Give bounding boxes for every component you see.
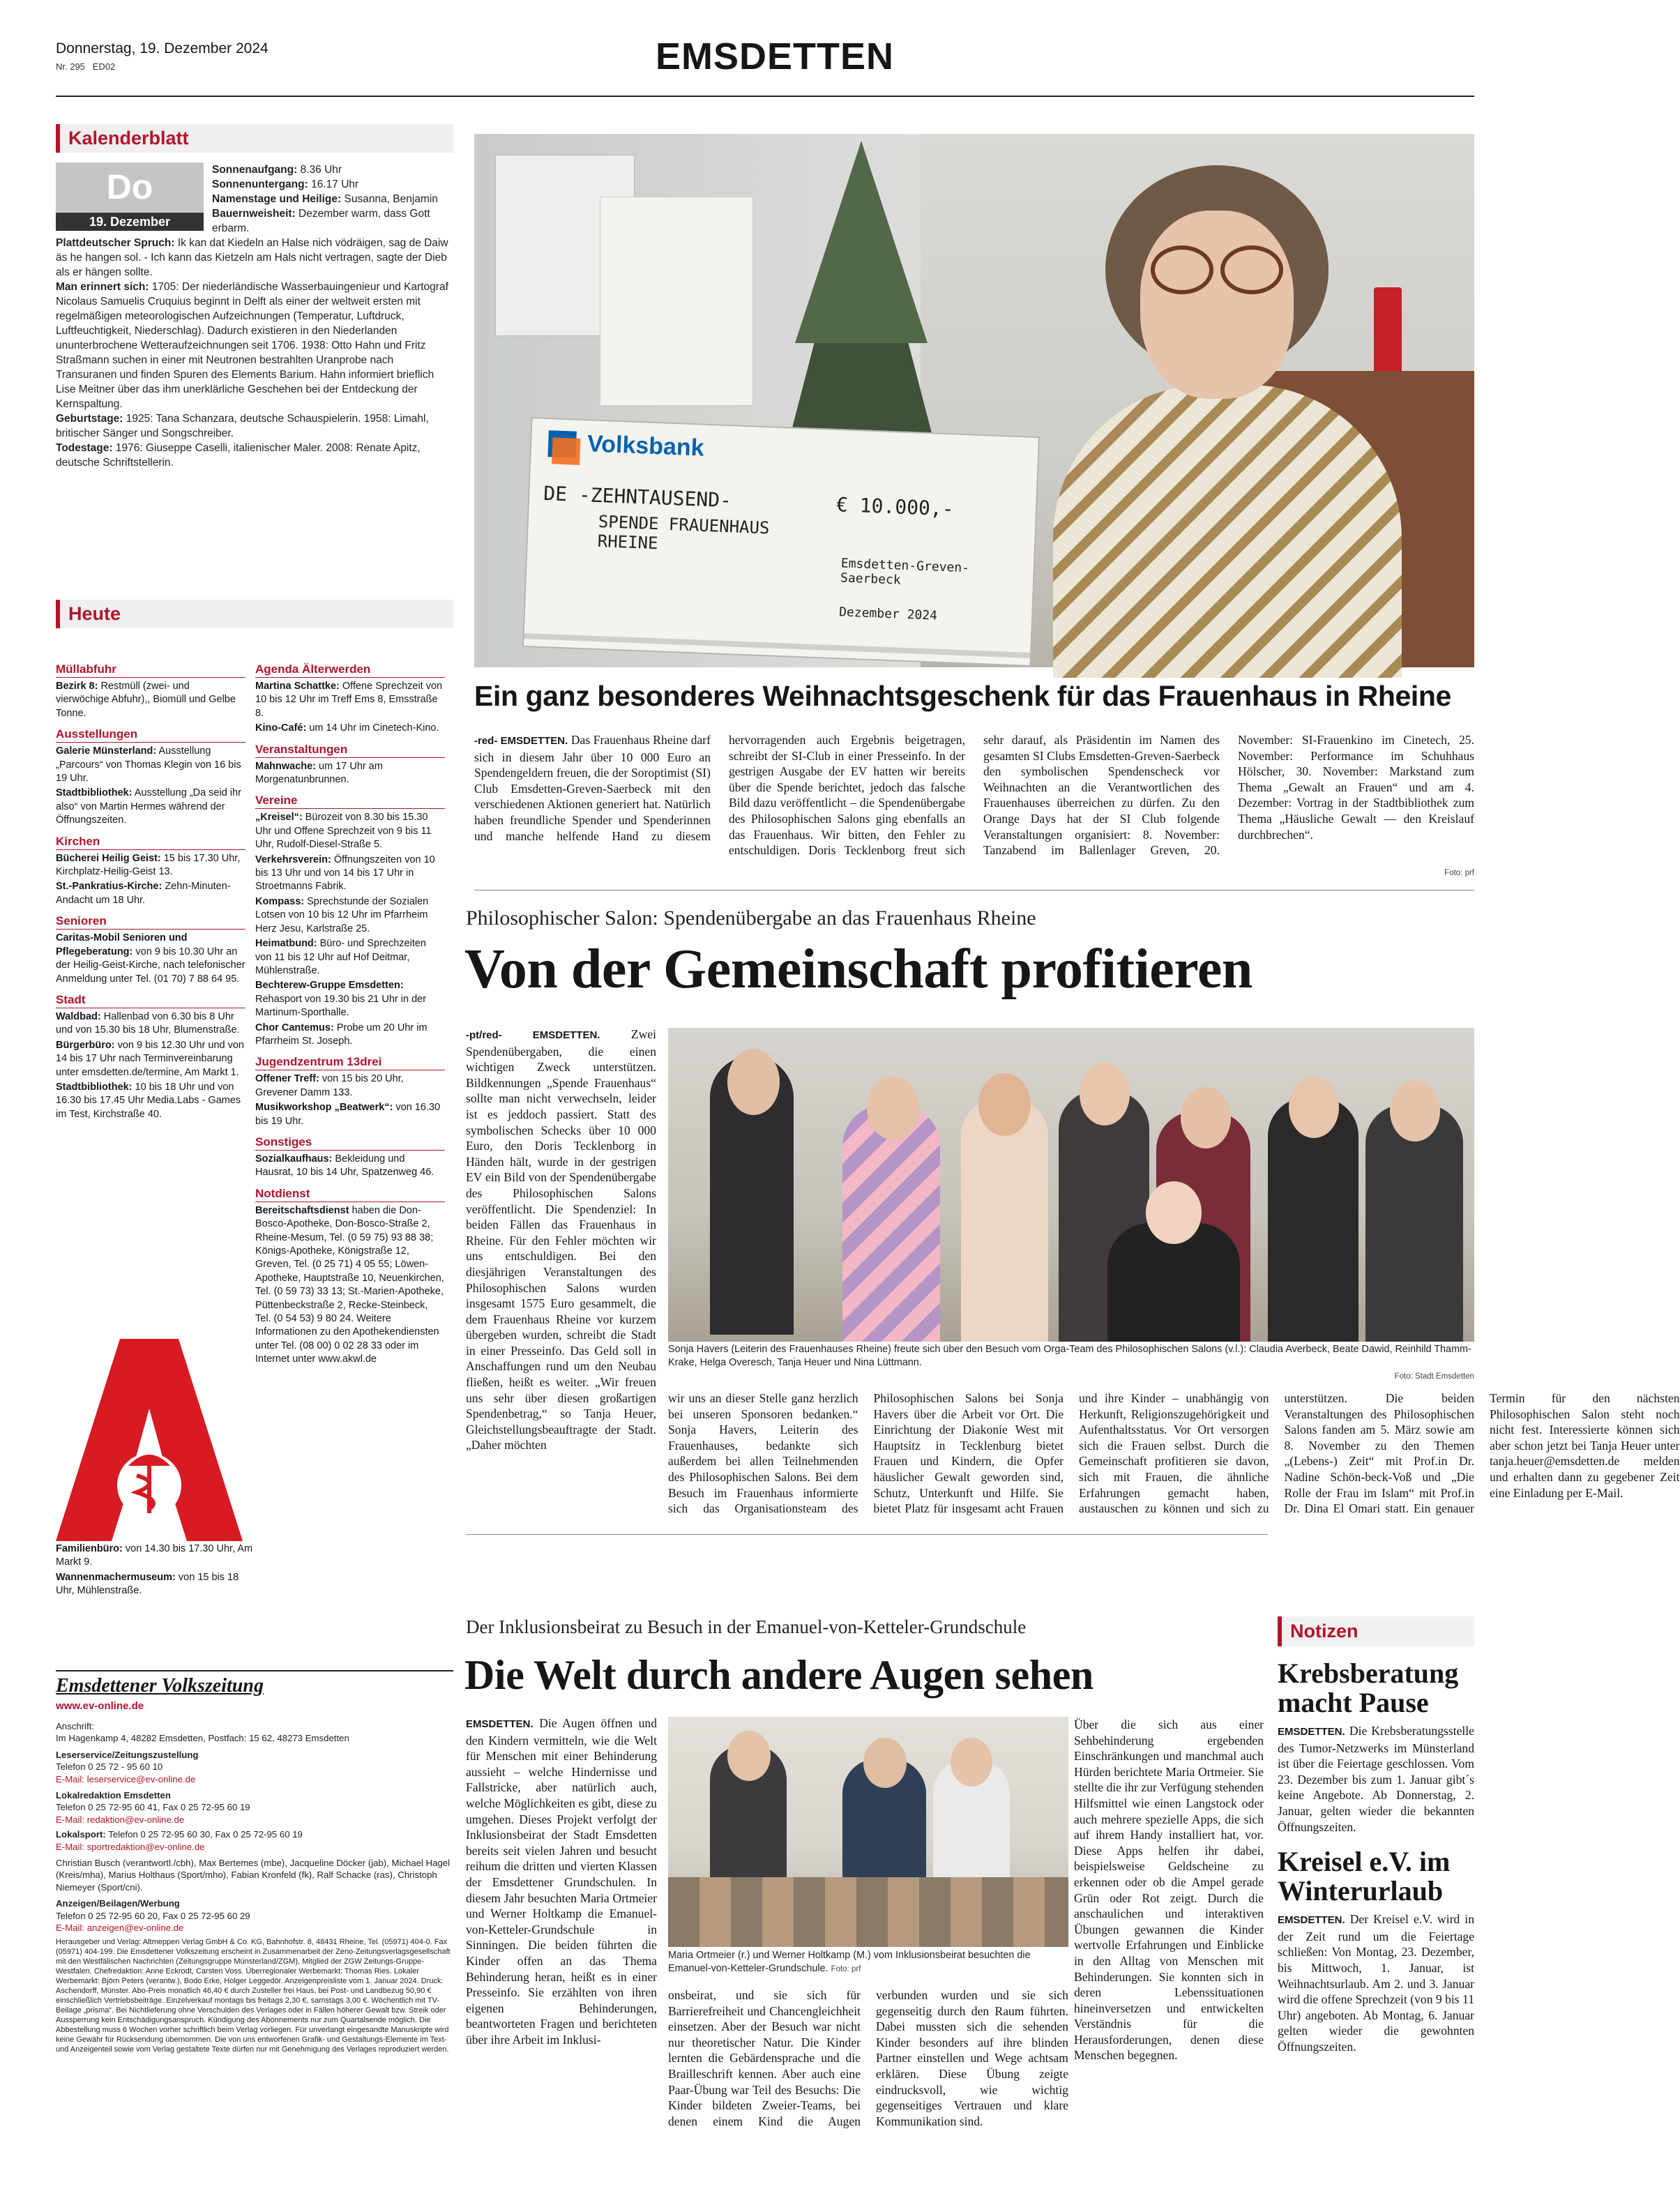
photo-philosophischer-salon: [668, 1028, 1474, 1342]
day-box: [56, 162, 204, 231]
heute-left-item: Caritas-Mobil Senioren und Pflegeberatung: von 9 bis 10.30 Uhr an der Heilig-Geist-Kirche, nach telefonischer Anmeldung unter Tel. (01 70) 7 88 64 95.: [56, 932, 245, 985]
impressum-rule: [56, 1670, 453, 1671]
masthead-issue: Nr. 295 ED02: [56, 61, 116, 72]
heute-right-item: „Kreisel“: Bürozeit von 8.30 bis 15.30 Uhr und Offene Sprechzeit von 9 bis 11 Uhr, Rudolf-Diesel-Straße 5.: [255, 812, 432, 851]
article3-caption: Maria Ortmeier (r.) und Werner Holtkamp (M.) vom Inklusionsbeirat besuchten die Emanuel-von-Ketteler-Grundschule. Foto: prf: [668, 1950, 1031, 1974]
article1-body: -red- EMSDETTEN. Das Frauenhaus Rheine darf sich in diesem Jahr über 10 000 Euro an Spendengeldern freuen, die der Soroptimist (SI) Club Emsdetten-Greven-Saerbeck mit den verschiedenen Aktionen generiert hat. Natürlich haben freundliche Spender und Spenderinnen und manche helfende Hand zu diesem hervorragenden auch Ergebnis beigetragen, schreibt der SI-Club in einer Presseinfo. In der gestrigen Ausgabe der EV hatten wir bereits über die Spende berichtet, jedoch das falsche Bild dazu veröffentlicht – die Spendenübergabe des Philosophischen Salons ging ebenfalls an das Frauenhaus. Wir bitten, den Fehler zu entschuldigen. Doris Tecklenborg freut sich sehr darauf, als Präsidentin im Namen des gesamten SI Clubs Emsdetten-Greven-Saerbeck den symbolischen Spendenscheck vor Weihnachten an die Verantwortlichen des Frauenhauses überreichen zu dürfen. Zu den Orange Days hat der SI Club folgende Veranstaltungen organisiert: 8. November: Tanzabend im Ballenlager Greven, 20. November: SI-Frauenkino im Cinetech, 25. November: Performance im Schuhhaus Hölscher, 30. November: Markstand zum Thema „Gewalt an Frauen“ und am 4. Dezember: Vortrag in der Stadtbibliothek zum Thema „Häusliche Gewalt — den Kreislauf durchbrechen“.: [474, 733, 1474, 858]
heute-box: [56, 600, 453, 628]
kalenderblatt: [56, 124, 453, 470]
heute-right-section-4: Sonstiges: [255, 1135, 445, 1151]
article3-lead: EMSDETTEN. Die Augen öffnen und den Kindern vermitteln, wie die Welt für Menschen mit einer Behinderung aussieht – welche Hindernisse und Fallstricke, aber natürlich auch, welche Möglichkeiten es gibt, diese zu umgehen. Dieses Projekt verfolgt der Inklusionsbeirat der Stadt Emsdetten bereits seit vielen Jahren und besucht reihum die dritten und vierten Klassen der Emsdettener Grundschulen. In diesem Jahr besuchten Maria Ortmeier und Werner Holtkamp die Emanuel-von-Ketteler-Grundschule in Sinningen. Die beiden führten die Kinder offen an das Thema Behinderung heran, heißt es in einer Presseinfo. Sie erzählten von ihren eigenen Behinderungen, beantworteten Fragen und berichteten über ihre Arbeit im Inklusi-: [466, 1716, 657, 2047]
heute-left-section-1: Ausstellungen: [56, 727, 245, 743]
notiz1-text: EMSDETTEN. Die Krebsberatungsstelle des Tumor-Netzwerks im Münsterland ist über die Feiertage geschlossen. Vom 23. Dezember bis zum 1. Januar gibt´s keine Angebote. Ab Donnerstag, 2. Januar, gelten wieder die bekannten Öffnungszeiten.: [1278, 1724, 1474, 1834]
heute-right-item: Kino-Café: um 14 Uhr im Cinetech-Kino.: [255, 722, 439, 734]
heute-right-item: Bechterew-Gruppe Emsdetten: Rehasport von 19.30 bis 21 Uhr in der Martinum-Sporthalle.: [255, 980, 427, 1019]
heute-right-section-3: Jugendzentrum 13drei: [255, 1055, 445, 1070]
heute-right-item: Chor Cantemus: Probe um 20 Uhr im Pfarrheim St. Joseph.: [255, 1022, 427, 1047]
article2-rule: [466, 1534, 1268, 1535]
kalender-text: Sonnenaufgang: 8.36 Uhr Sonnenuntergang: 16.17 Uhr Namenstage und Heilige: Susanna, Benjamin Bauernweisheit: Dezember warm, dass Gott erbarm. Plattdeutscher Spruch: Ik kan dat Kiedeln an Halse nich vödräigen, sag de Daiw äs he hangen sol. - Ich kann das Kietzeln am Hals nicht vertragen, sagte der Dieb als er hängen sollte. Man erinnert sich: 1705: Der niederländische Wasserbauingenieur und Kartograf Nicolaus Samuelis Cruquius beginnt in Delft als einer der weltweit ersten mit regelmäßigen meteorologischen Aufzeichnungen (Temperatur, Luftdruck, Luftfeuchtigkeit, Niederschlag). Dadurch existieren in den Niederlanden ununterbrochene Wetteraufzeichnungen seit 1706. 1938: Otto Hahn und Fritz Straßmann suchen in einer mit Neutronen bestrahlten Uranprobe nach Transuranen und finden Spuren des Elements Barium. Hahn informiert brieflich Lise Meitner über das ihm unerklärliche Geschehen bei der Entdeckung der Kernspaltung. Geburtstage: 1925: Tana Schanzara, deutsche Schauspielerin. 1958: Limahl, britischer Sänger und Songschreiber. Todestage: 1976: Giuseppe Caselli, italienischer Maler. 2008: Renate Apitz, deutsche Schriftstellerin.: [56, 164, 448, 469]
notiz2-text: EMSDETTEN. Der Kreisel e.V. wird in der Zeit rund um die Feiertage schließen: Von Montag, 23. Dezember, bis Mittwoch, 1. Januar, ist Weihnachtsurlaub. Am 2. und 3. Januar wird die offene Sprechzeit (von 9 bis 11 Uhr) angeboten. Ab Montag, 6. Januar gelten wieder die gewohnten Öffnungszeiten.: [1278, 1912, 1474, 2054]
heute-left-after: [56, 1542, 258, 1600]
heute-right-section-5: Notdienst: [255, 1187, 445, 1202]
heute-left-item: Stadtbibliothek: 10 bis 18 Uhr und von 16.30 bis 17.45 Uhr Media.Labs - Games im Test, Kirchstraße 40.: [56, 1081, 241, 1120]
notizen-box: [1278, 1616, 1474, 2055]
heute-left-section-4: Stadt: [56, 993, 245, 1008]
article3-body-b: Über die sich aus einer Sehbehinderung ergebenden Einschränkungen und manchmal auch Hürden berichtete Maria Ortmeier. Sie stellte die ihr zur Verfügung stehenden Hilfsmittel wie einen Langstock oder auch mehrere spezielle Apps, die sich auf ihrem Handy installiert hat, vor. Diese Apps helfen ihr dabei, beispielsweise Geldscheine zu erkennen oder ob die Ampel gerade Grün oder Rot zeigt. Durch die anschaulichen und interaktiven Übungen gewannen die Kinder wertvolle Erfahrungen und Einblicke in den Alltag von Menschen mit Behinderungen. Sie konnten sich in deren Lebenssituationen hineinversetzen und entwickelten Verständnis für die Herausforderungen, denen diese Menschen begegnen.: [1074, 1718, 1264, 2063]
heute-left-item: Galerie Münsterland: Ausstellung „Parcours“ von Thomas Klegin von 16 bis 19 Uhr.: [56, 745, 241, 784]
heute-left-section-3: Senioren: [56, 914, 245, 930]
heute-left-item: Bürgerbüro: von 9 bis 12.30 Uhr und von 14 bis 17 Uhr nach Terminvereinbarung unter emsdetten.de/termine, Am Markt 1.: [56, 1039, 244, 1078]
heute-right-item: Kompass: Sprechstunde der Sozialen Lotsen von 10 bis 12 Uhr im Pfarrheim Herz Jesu, Karlstraße 25.: [255, 895, 429, 934]
heute-left-section-2: Kirchen: [56, 835, 245, 850]
paper-logo: Emsdettener Volkszeitung: [56, 1675, 264, 1697]
heute-right-column: [255, 655, 445, 1368]
article1-credit: Foto: prf: [1444, 869, 1474, 877]
heute-title: Heute: [56, 600, 453, 628]
heute-right-item: Martina Schattke: Offene Sprechzeit von 10 bis 12 Uhr im Treff Ems 8, Emsstraße 8.: [255, 681, 443, 719]
heute-left-item: St.-Pankratius-Kirche: Zehn-Minuten-Andacht um 18 Uhr.: [56, 881, 231, 906]
paper-url: www.ev-online.de: [56, 1700, 144, 1712]
heute-left-item: Bücherei Heilig Geist: 15 bis 17.30 Uhr, Kirchplatz-Heilig-Geist 13.: [56, 852, 241, 878]
day-abbr: Do: [106, 167, 153, 206]
impressum: Emsdettener Volkszeitung www.ev-online.de Anschrift: Im Hagenkamp 4, 48282 Emsdetten, Postfach: 15 62, 48273 Emsdetten Leserservice/Zeitungszustellung Telefon 0 25 72 - 95 60 10 E-Mail: leserservice@ev-online.de Lokalredaktion Emsdetten Telefon 0 25 72-95 60 41, Fax 0 25 72-95 60 19 E-Mail: redaktion@ev-online.de Lokalsport: Telefon 0 25 72-95 60 30, Fax 0 25 72-95 60 19 E-Mail: sportredaktion@ev-online.de Christian Busch (verantwortl./cbh), Max Bertemes (mbe), Jacqueline Döcker (jab), Michael Hagel (Kreis/mha), Marius Holthaus (Sport/mho), Fabian Kronfeld (fk), Ralf Schacke (ras), Christoph Niemeyer (Sport/cni). Anzeigen/Beilagen/Werbung Telefon 0 25 72-95 60 20, Fax 0 25 72-95 60 29 E-Mail: anzeigen@ev-online.de Herausgeber und Verlag: Altmeppen Verlag GmbH & Co. KG, Bahnhofstr. 8, 48431 Rheine, Tel. (05971) 404-0. Fax (05971) 404-199. Die Emsdettener Volkszeitung erscheint in Zusammenarbeit der Zeno-Zeitungsverlagsgesellschaft mit den Westfälischen Nachrichten (Zeitungsgruppe Münsterland/ZGM), Mitglied der ZGW Zeitungs-Gruppe-Westfalen. Chefredaktion: Anne Eckrodt, Carsten Voss. Überregionaler Werbemarkt: Thomas Ries. Lokaler Werbemarkt: Björn Peters (verantw.), Bodo Erke, Holger Leggedör. Anzeigenpreisliste vom 1. Januar 2024. Druck: Aschendorff, Münster. Abo-Preis monatlich 46,40 € durch Zusteller frei Haus, bei Post- und Landbezug 50,90 € einschließlich Vertriebsbeiträge. Einzelverkauf montags bis freitags 2,30 €, samstags 3,00 €. Wöchentlich mit TV-Beilage „prisma“. Bei Nichtlieferung ohne Verschulden des Verlages oder in Fällen höherer Gewalt bzw. Streik oder Aussperrung kein Entschädigungsanspruch. Kündigung des Abonnements nur zum Quartalsende möglich. Die Abbestellung muss 6 Wochen vorher schriftlich beim Verlag vorliegen. Für unverlangt eingesandte Manuskripte wird keine Gewähr für Rücksendung übernommen. Die von uns entworfenen Grafik- und Gestaltungs-Elemente im Text- und Anzeigenteil sowie vom Verlag gestaltete Texte dürfen nur mit Genehmigung des Verlages reproduziert werden.: [56, 1675, 453, 2054]
heute-left-column: [56, 655, 245, 1123]
photo-volksbank-check: [474, 134, 1474, 667]
article1-headline: Ein ganz besonderes Weihnachtsgeschenk für das Frauenhaus in Rheine: [474, 680, 1451, 712]
notizen-title: Notizen: [1278, 1616, 1474, 1646]
heute-left-section-0: Müllabfuhr: [56, 662, 245, 678]
photo-inklusionsbeirat: [668, 1717, 1068, 1947]
article2-credit: Foto: Stadt Emsdetten: [1394, 1372, 1474, 1381]
article3-headline: Die Welt durch andere Augen sehen: [464, 1652, 1093, 1698]
masthead-date: Donnerstag, 19. Dezember 2024: [56, 40, 268, 56]
volksbank-check: Volksbank DE -ZEHNTAUSEND- SPENDE FRAUENHAUS RHEINE € 10.000,- Emsdetten-Greven-Saerbeck Dezember 2024: [522, 417, 1040, 667]
article2-lead: -pt/red- EMSDETTEN. Zwei Spendenübergaben, die einen wichtigen Zweck unterstützen. Bildkennungen „Spende Frauenhaus“ sollte man nicht verwechseln, leider ist es jeddoch passiert. Statt des symbolischen Schecks über 10 000 Euro, den Doris Tecklenborg in Händen hält, wurde in der gestrigen EV ein Bild von der Spendenübergabe des Philosophischen Salons veröffentlicht. Die Spendenziel: In beiden Fällen das Frauenhaus in Rheine. Für den Fehler möchten wir uns entschuldigen. Bei den diesjährigen Veranstaltungen des Philosophischen Salons wurden insgesamt 1575 Euro gesammelt, die dem Frauenhaus Rheine vor kurzem übergeben wurden, schreibt die Stadt in einer Presseinfo. Das Geld soll in Anschaffungen rund um den Neubau fließen, heißt es weiter. „Wir freuen uns sehr über diesen großartigen Spendenbetrag,“ so Tanja Heuer, Gleichstellungsbeauftragte der Stadt. „Daher möchten: [466, 1027, 656, 1453]
heute-right-section-2: Vereine: [255, 794, 445, 809]
heute-right-item: Verkehrsverein: Öffnungszeiten von 10 bis 13 Uhr und von 14 bis 17 Uhr in Stroetmanns Fabrik.: [255, 854, 435, 893]
heute-left-item: Waldbad: Hallenbad von 6.30 bis 8 Uhr und von 15.30 bis 18 Uhr, Blumenstraße.: [56, 1010, 240, 1036]
page-title: EMSDETTEN: [656, 36, 895, 77]
notiz2-headline: Kreisel e.V. im Winterurlaub: [1278, 1846, 1451, 1907]
heute-right-item: Bereitschaftsdienst haben die Don-Bosco-Apotheke, Don-Bosco-Straße 2, Rheine-Mesum, Tel. (0 59 75) 93 88 38; Königs-Apotheke, Königstraße 12, Greven, Tel. (0 25 71) 4 05 55; Löwen-Apotheke, Hauptstraße 10, Neuenkirchen, Tel. (0 59 73) 33 13; St.-Marien-Apotheke, Püttenbeckstraße 2, Recke-Steinbeck, Tel. (0 54 53) 9 80 24. Weitere Informationen zu den Apothekendiensten unter Tel. (08 00) 0 02 28 33 oder im Internet unter www.akwl.de: [255, 1204, 444, 1365]
heute-left-item: Bezirk 8: Restmüll (zwei- und vierwöchige Abfuhr),, Biomüll und Gelbe Tonne.: [56, 681, 236, 719]
article2-caption: Sonja Havers (Leiterin des Frauenhauses Rheine) freute sich über den Besuch vom Orga-Team des Philosophischen Salons (v.l.): Claudia Averbeck, Beate Dawid, Reinhild Thamm-Krake, Helga Overesch, Tanja Heuer und Nina Lüttmann.: [668, 1344, 1471, 1368]
heute-right-item: Sozialkaufhaus: Bekleidung und Hausrat, 10 bis 14 Uhr, Spatzenweg 46.: [255, 1153, 434, 1178]
heute-left-item: Stadtbibliothek: Ausstellung „Da seid ihr also“ von Martin Hermes während der Öffnungszeiten.: [56, 787, 241, 826]
article2-kicker: Philosophischer Salon: Spendenübergabe an das Frauenhaus Rheine: [466, 907, 1036, 930]
kalenderblatt-title: Kalenderblatt: [56, 124, 453, 153]
heute-left-item: Wannenmachermuseum: von 15 bis 18 Uhr, Mühlenstraße.: [56, 1571, 239, 1597]
article2-body: wir uns an dieser Stelle ganz herzlich bei unseren Sponsoren bedanken.“ Sonja Havers, Leiterin des Frauenhauses, bedankte sich außerdem bei allen Teilnehmenden des Philosophischen Salons. Bei dem Besuch im Frauenhaus informierte sich das Organisationsteam des Philosophischen Salons bei Sonja Havers über die Arbeit vor Ort. Die Einrichtung der Diakonie West mit Hauptsitz in Tecklenburg bietet Frauen und Kindern, die Opfer häuslicher Gewalt geworden sind, Schutz, Unterkunft und Hilfe. Sie bietet Platz für insgesamt acht Frauen und ihre Kinder – unabhängig von Herkunft, Religionszugehörigkeit und Aufenthaltsstatus. Vor Ort versorgen sich die Frauen selbst. Durch die Gemeinschaft profitieren sie davon, sich mit Frauen, die ähnliche Erfahrungen gemacht haben, austauschen zu können und sich zu unterstützen. Die beiden Veranstaltungen des Philosophischen Salons fanden am 5. März sowie am 8. November zu den Themen „(Lebens-) Zeit“ mit Prof.in Dr. Nadine Schön-beck-Voß und „Die Rolle der Frau im Islam“ mit Prof.in Dr. Dina El Omari statt. Ein genauer Termin für den nächsten Philosophischen Salon steht noch nicht fest. Interessierte können sich aber schon jetzt bei Tanja Heuer unter tanja.heuer@emsdetten.de melden und erhalten dann zu gegebener Zeit eine Einladung per E-Mail.: [668, 1391, 1680, 1516]
impressum-fine-print: Herausgeber und Verlag: Altmeppen Verlag GmbH & Co. KG, Bahnhofstr. 8, 48431 Rheine, Tel. (05971) 404-0. Fax (05971) 404-199. Die Emsdettener Volkszeitung erscheint in Zusammenarbeit der Zeno-Zeitungsverlagsgesellschaft mit den Westfälischen Nachrichten (Zeitungsgruppe Münsterland/ZGM), Mitglied der ZGW Zeitungs-Gruppe-Westfalen. Chefredaktion: Anne Eckrodt, Carsten Voss. Überregionaler Werbemarkt: Thomas Ries. Lokaler Werbemarkt: Björn Peters (verantw.), Bodo Erke, Holger Leggedör. Anzeigenpreisliste vom 1. Januar 2024. Druck: Aschendorff, Münster. Abo-Preis monatlich 46,40 € durch Zusteller frei Haus, bei Post- und Landbezug 50,90 € einschließlich Vertriebsbeiträge. Einzelverkauf montags bis freitags 2,30 €, samstags 3,00 €. Wöchentlich mit TV-Beilage „prisma“. Bei Nichtlieferung ohne Verschulden des Verlages oder in Fällen höherer Gewalt bzw. Streik oder Aussperrung kein Entschädigungsanspruch. Kündigung des Abonnements nur zum Quartalsende möglich. Die Abbestellung muss 6 Wochen vorher schriftlich beim Verlag vorliegen. Für unverlangt eingesandte Manuskripte wird keine Gewähr für Rücksendung übernommen. Die von uns entworfenen Grafik- und Gestaltungs-Elemente im Text- und Anzeigenteil sowie vom Verlag gestaltete Texte dürfen nur mit Genehmigung des Verlages reproduziert werden.: [56, 1937, 451, 2054]
article2-headline: Von der Gemeinschaft profitieren: [464, 939, 1253, 1000]
notiz1-headline: Krebsberatung macht Pause: [1278, 1658, 1459, 1718]
masthead-rule: [56, 96, 1474, 97]
heute-right-item: Mahnwache: um 17 Uhr am Morgenatunbrunnen.: [255, 760, 383, 786]
heute-right-item: Musikworkshop „Beatwerk“: von 16.30 bis 19 Uhr.: [255, 1102, 441, 1127]
article3-kicker: Der Inklusionsbeirat zu Besuch in der Emanuel-von-Ketteler-Grundschule: [466, 1616, 1027, 1637]
heute-left-item: Familienbüro: von 14.30 bis 17.30 Uhr, Am Markt 9.: [56, 1543, 253, 1568]
article3-body-a: onsbeirat, und sie sich für Barrierefreiheit und Chancengleichheit einsetzen. Aber der Besuch war nicht nur theoretischer Natur. Die Kinder lernten die Gebärdensprache und die Brailleschrift kennen. Aber auch eine Paar-Übung war Teil des Besuchs: Die Kinder bildeten Zweier-Teams, bei denen einem Kind die Augen verbunden wurden und sie sich gegenseitig durch den Raum führten. Dabei mussten sich die sehenden Kinder besonders auf ihre blinden Partner einstellen und Wege achtsam erklären. Diese Übung zeigte eindrucksvoll, wie wichtig gegenseitiges Vertrauen und klare Kommunikation sind.: [668, 1988, 1068, 2128]
heute-right-item: Offener Treff: von 15 bis 20 Uhr, Grevener Damm 133.: [255, 1073, 404, 1098]
apotheke-logo: [56, 1339, 243, 1541]
heute-right-item: Heimatbund: Büro- und Sprechzeiten von 11 bis 12 Uhr auf Hof Deitmar, Mühlenstraße.: [255, 938, 426, 976]
day-date: 19. Dezember: [56, 213, 204, 231]
heute-right-section-0: Agenda Älterwerden: [255, 662, 445, 678]
heute-right-section-1: Veranstaltungen: [255, 743, 445, 758]
